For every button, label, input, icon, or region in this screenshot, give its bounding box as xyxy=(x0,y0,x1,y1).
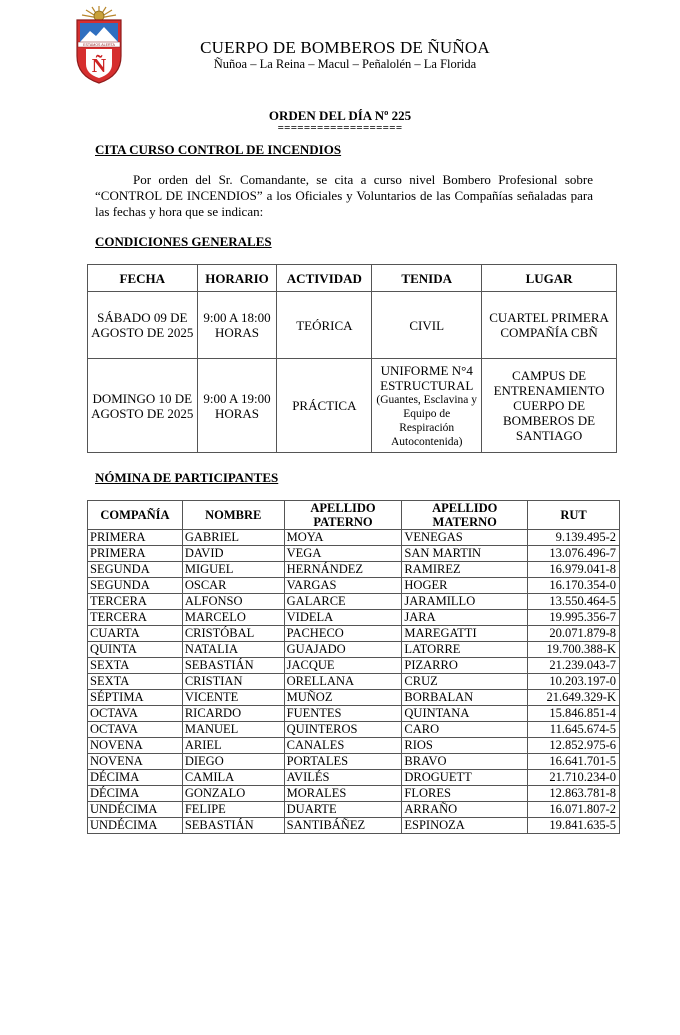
actividad-cell: TEÓRICA xyxy=(277,292,372,359)
header-nombre: NOMBRE xyxy=(182,501,284,530)
apellido-materno-cell: CRUZ xyxy=(402,674,528,690)
compania-cell: SÉPTIMA xyxy=(88,690,183,706)
order-title: ORDEN DEL DÍA Nº 225 xyxy=(268,108,412,123)
conditions-row xyxy=(88,359,617,453)
compania-cell: UNDÉCIMA xyxy=(88,818,183,834)
nombre-cell: DAVID xyxy=(182,546,284,562)
apellido-materno-cell: FLORES xyxy=(402,786,528,802)
section-heading-conditions: CONDICIONES GENERALES xyxy=(95,234,272,249)
logo-motto-text: ESTAMOS ALERTA xyxy=(83,43,115,47)
rut-cell: 12.852.975-6 xyxy=(528,738,620,754)
organization-title: CUERPO DE BOMBEROS DE ÑUÑOA xyxy=(200,38,490,57)
header-compania: COMPAÑÍA xyxy=(88,501,183,530)
compania-cell: CUARTA xyxy=(88,626,183,642)
header-apellido-materno: APELLIDO MATERNO xyxy=(402,501,528,530)
conditions-table xyxy=(87,264,617,453)
rut-cell: 19.700.388-K xyxy=(528,642,620,658)
apellido-paterno-cell: PORTALES xyxy=(284,754,402,770)
apellido-paterno-cell: VIDELA xyxy=(284,610,402,626)
compania-cell: UNDÉCIMA xyxy=(88,802,183,818)
compania-cell: PRIMERA xyxy=(88,530,183,546)
participant-row xyxy=(88,674,620,690)
rut-cell: 16.979.041-8 xyxy=(528,562,620,578)
rut-cell: 16.071.807-2 xyxy=(528,802,620,818)
participant-row xyxy=(88,658,620,674)
section-heading-participants: NÓMINA DE PARTICIPANTES xyxy=(95,470,279,485)
apellido-paterno-cell: QUINTEROS xyxy=(284,722,402,738)
apellido-materno-cell: ESPINOZA xyxy=(402,818,528,834)
rut-cell: 11.645.674-5 xyxy=(528,722,620,738)
participant-row xyxy=(88,738,620,754)
actividad-cell: PRÁCTICA xyxy=(277,359,372,453)
fecha-cell: DOMINGO 10 DE AGOSTO DE 2025 xyxy=(88,359,198,453)
apellido-materno-cell: ARRAÑO xyxy=(402,802,528,818)
nombre-cell: VICENTE xyxy=(182,690,284,706)
organization-subtitle: Ñuñoa – La Reina – Macul – Peñalolén – La Florida xyxy=(213,57,477,71)
participant-row xyxy=(88,690,620,706)
nombre-cell: SEBASTIÁN xyxy=(182,818,284,834)
lugar-cell: CAMPUS DE ENTRENAMIENTO CUERPO DE BOMBEROS DE SANTIAGO xyxy=(482,359,617,453)
rut-cell: 9.139.495-2 xyxy=(528,530,620,546)
apellido-paterno-cell: AVILÉS xyxy=(284,770,402,786)
apellido-paterno-cell: FUENTES xyxy=(284,706,402,722)
tenida-detail: (Guantes, Esclavina y Equipo de Respiración Autocontenida) xyxy=(376,393,478,448)
header-fecha: FECHA xyxy=(88,265,198,292)
participants-table xyxy=(87,500,620,834)
tenida-text: CIVIL xyxy=(409,317,445,333)
compania-cell: NOVENA xyxy=(88,738,183,754)
order-title-rule: =================== xyxy=(277,122,403,134)
nombre-cell: MANUEL xyxy=(182,722,284,738)
horario-cell: 9:00 A 19:00 HORAS xyxy=(197,359,277,453)
apellido-materno-cell: DROGUETT xyxy=(402,770,528,786)
nombre-cell: MARCELO xyxy=(182,610,284,626)
compania-cell: SEGUNDA xyxy=(88,578,183,594)
participants-body xyxy=(88,530,620,834)
compania-cell: DÉCIMA xyxy=(88,770,183,786)
lugar-cell: CUARTEL PRIMERA COMPAÑÍA CBÑ xyxy=(482,292,617,359)
apellido-materno-cell: LATORRE xyxy=(402,642,528,658)
participant-row xyxy=(88,530,620,546)
tenida-cell xyxy=(372,292,482,359)
section-heading-course: CITA CURSO CONTROL DE INCENDIOS xyxy=(95,142,342,157)
compania-cell: OCTAVA xyxy=(88,706,183,722)
apellido-paterno-cell: PACHECO xyxy=(284,626,402,642)
participant-row xyxy=(88,610,620,626)
participant-row xyxy=(88,578,620,594)
rut-cell: 21.239.043-7 xyxy=(528,658,620,674)
apellido-materno-cell: MAREGATTI xyxy=(402,626,528,642)
fecha-cell: SÁBADO 09 DE AGOSTO DE 2025 xyxy=(88,292,198,359)
nombre-cell: DIEGO xyxy=(182,754,284,770)
apellido-paterno-cell: HERNÁNDEZ xyxy=(284,562,402,578)
apellido-materno-cell: QUINTANA xyxy=(402,706,528,722)
apellido-paterno-cell: MORALES xyxy=(284,786,402,802)
rut-cell: 19.995.356-7 xyxy=(528,610,620,626)
participant-row xyxy=(88,722,620,738)
apellido-paterno-cell: SANTIBÁÑEZ xyxy=(284,818,402,834)
participant-row xyxy=(88,546,620,562)
rut-cell: 21.649.329-K xyxy=(528,690,620,706)
compania-cell: TERCERA xyxy=(88,594,183,610)
rut-cell: 13.076.496-7 xyxy=(528,546,620,562)
conditions-row xyxy=(88,292,617,359)
apellido-materno-cell: BRAVO xyxy=(402,754,528,770)
logo-letter: Ñ xyxy=(91,55,107,77)
compania-cell: NOVENA xyxy=(88,754,183,770)
nombre-cell: NATALIA xyxy=(182,642,284,658)
rut-cell: 16.170.354-0 xyxy=(528,578,620,594)
apellido-paterno-cell: DUARTE xyxy=(284,802,402,818)
participant-row xyxy=(88,802,620,818)
apellido-paterno-cell: VARGAS xyxy=(284,578,402,594)
participants-header-row xyxy=(88,501,620,530)
apellido-paterno-cell: CANALES xyxy=(284,738,402,754)
rut-cell: 19.841.635-5 xyxy=(528,818,620,834)
nombre-cell: CRISTÓBAL xyxy=(182,626,284,642)
apellido-materno-cell: SAN MARTIN xyxy=(402,546,528,562)
rut-cell: 10.203.197-0 xyxy=(528,674,620,690)
participant-row xyxy=(88,594,620,610)
course-paragraph: Por orden del Sr. Comandante, se cita a curso nivel Bombero Profesional sobre “CONTROL DE INCENDIOS” a los Oficiales y Voluntarios de las Compañías señaladas para las fechas y hora que se indican: xyxy=(95,172,593,219)
apellido-materno-cell: PIZARRO xyxy=(402,658,528,674)
rut-cell: 16.641.701-5 xyxy=(528,754,620,770)
apellido-paterno-cell: ORELLANA xyxy=(284,674,402,690)
apellido-paterno-cell: MUÑOZ xyxy=(284,690,402,706)
compania-cell: OCTAVA xyxy=(88,722,183,738)
participant-row xyxy=(88,786,620,802)
rut-cell: 15.846.851-4 xyxy=(528,706,620,722)
compania-cell: DÉCIMA xyxy=(88,786,183,802)
nombre-cell: GONZALO xyxy=(182,786,284,802)
apellido-materno-cell: VENEGAS xyxy=(402,530,528,546)
compania-cell: PRIMERA xyxy=(88,546,183,562)
participant-row xyxy=(88,706,620,722)
header-horario: HORARIO xyxy=(197,265,277,292)
compania-cell: QUINTA xyxy=(88,642,183,658)
header-actividad: ACTIVIDAD xyxy=(277,265,372,292)
nombre-cell: GABRIEL xyxy=(182,530,284,546)
apellido-materno-cell: RAMIREZ xyxy=(402,562,528,578)
compania-cell: SEXTA xyxy=(88,674,183,690)
apellido-materno-cell: HOGER xyxy=(402,578,528,594)
apellido-paterno-cell: MOYA xyxy=(284,530,402,546)
nombre-cell: OSCAR xyxy=(182,578,284,594)
compania-cell: SEGUNDA xyxy=(88,562,183,578)
participant-row xyxy=(88,818,620,834)
participant-row xyxy=(88,770,620,786)
header-tenida: TENIDA xyxy=(372,265,482,292)
apellido-materno-cell: RIOS xyxy=(402,738,528,754)
rut-cell: 20.071.879-8 xyxy=(528,626,620,642)
apellido-paterno-cell: JACQUE xyxy=(284,658,402,674)
nombre-cell: MIGUEL xyxy=(182,562,284,578)
compania-cell: TERCERA xyxy=(88,610,183,626)
participant-row xyxy=(88,642,620,658)
tenida-text: UNIFORME N°4 ESTRUCTURAL xyxy=(380,362,474,393)
fire-brigade-crest-icon xyxy=(74,4,124,84)
horario-cell: 9:00 A 18:00 HORAS xyxy=(197,292,277,359)
header-apellido-paterno: APELLIDO PATERNO xyxy=(284,501,402,530)
participant-row xyxy=(88,754,620,770)
header-lugar: LUGAR xyxy=(482,265,617,292)
header-rut: RUT xyxy=(528,501,620,530)
apellido-paterno-cell: VEGA xyxy=(284,546,402,562)
participant-row xyxy=(88,626,620,642)
participant-row xyxy=(88,562,620,578)
apellido-paterno-cell: GALARCE xyxy=(284,594,402,610)
nombre-cell: FELIPE xyxy=(182,802,284,818)
nombre-cell: RICARDO xyxy=(182,706,284,722)
apellido-materno-cell: CARO xyxy=(402,722,528,738)
nombre-cell: SEBASTIÁN xyxy=(182,658,284,674)
tenida-cell xyxy=(372,359,482,453)
nombre-cell: CRISTIAN xyxy=(182,674,284,690)
apellido-materno-cell: JARAMILLO xyxy=(402,594,528,610)
rut-cell: 13.550.464-5 xyxy=(528,594,620,610)
rut-cell: 21.710.234-0 xyxy=(528,770,620,786)
nombre-cell: ARIEL xyxy=(182,738,284,754)
apellido-materno-cell: JARA xyxy=(402,610,528,626)
nombre-cell: ALFONSO xyxy=(182,594,284,610)
compania-cell: SEXTA xyxy=(88,658,183,674)
apellido-paterno-cell: GUAJADO xyxy=(284,642,402,658)
nombre-cell: CAMILA xyxy=(182,770,284,786)
rut-cell: 12.863.781-8 xyxy=(528,786,620,802)
conditions-header-row xyxy=(88,265,617,292)
apellido-materno-cell: BORBALAN xyxy=(402,690,528,706)
